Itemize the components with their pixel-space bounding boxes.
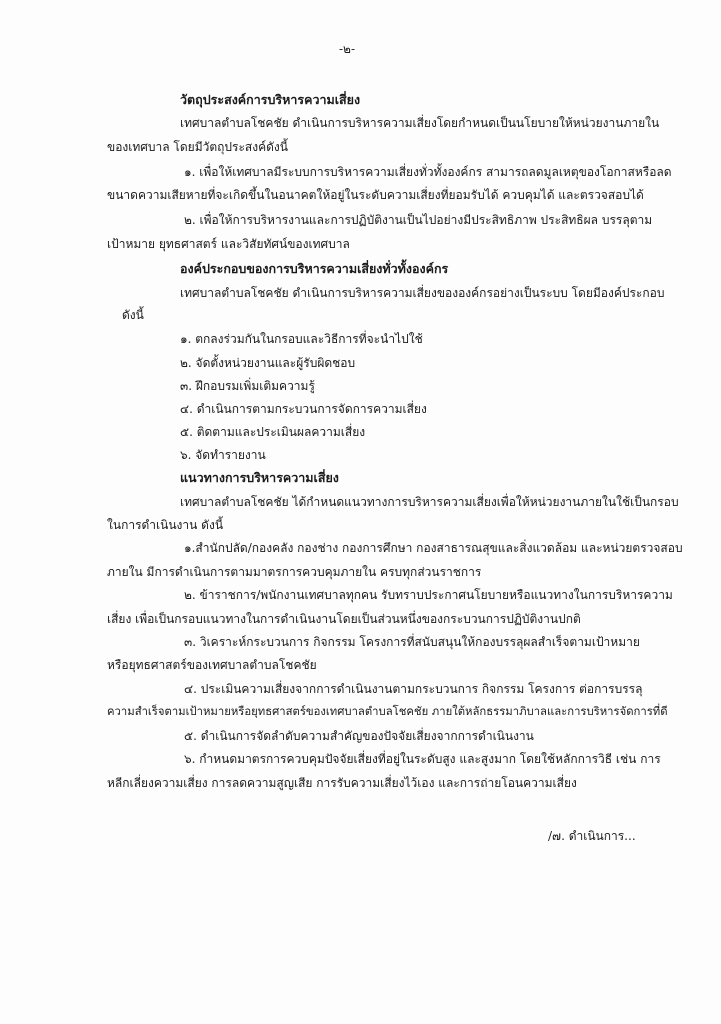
paragraph-line: เทศบาลตำบลโชคชัย ได้กำหนดแนวทางการบริหารความเสี่ยงเพื่อให้หน่วยงานภายในใช้เป็นกรอบ [180, 495, 679, 509]
page-number: -๒- [339, 42, 356, 56]
paragraph-line: เทศบาลตำบลโชคชัย ดำเนินการบริหารความเสี่ยงโดยกำหนดเป็นนโยบายให้หน่วยงานภายใน [180, 116, 660, 130]
list-item-line: เป้าหมาย ยุทธศาสตร์ และวิสัยทัศน์ของเทศบาล [107, 237, 350, 251]
list-item-line: เสี่ยง เพื่อเป็นกรอบแนวทางในการดำเนินงานโดยเป็นส่วนหนึ่งของกระบวนการปฏิบัติงานปกติ [107, 612, 581, 626]
list-item-line: ๒. เพื่อให้การบริหารงานและการปฏิบัติงานเป็นไปอย่างมีประสิทธิภาพ ประสิทธิผล บรรลุตาม [184, 213, 653, 227]
list-item-line: ๒. ข้าราชการ/พนักงานเทศบาลทุกคน รับทราบประกาศนโยบายหรือแนวทางในการบริหารความ [184, 588, 673, 602]
list-item: ๖. จัดทำรายงาน [180, 448, 266, 462]
paragraph-line: ของเทศบาล โดยมีวัตถุประสงค์ดังนี้ [107, 140, 288, 154]
list-item-line: ๑. เพื่อให้เทศบาลมีระบบการบริหารความเสี่ยงทั่วทั้งองค์กร สามารถลดมูลเหตุของโอกาสหรือลด [184, 165, 672, 179]
paragraph-line: ดังนี้ [122, 308, 144, 322]
list-item-line: ๖. กำหนดมาตรการควบคุมปัจจัยเสี่ยงที่อยู่ในระดับสูง และสูงมาก โดยใช้หลักการวิธี เช่น การ [184, 752, 661, 766]
list-item-line: หลีกเลี่ยงความเสี่ยง การลดความสูญเสีย การรับความเสี่ยงไว้เอง และการถ่ายโอนความเสี่ยง [107, 776, 577, 790]
paragraph-line: ในการดำเนินงาน ดังนี้ [107, 518, 224, 532]
section-heading-guidelines: แนวทางการบริหารความเสี่ยง [180, 470, 339, 485]
list-item-line: หรือยุทธศาสตร์ของเทศบาลตำบลโชคชัย [107, 658, 317, 672]
list-item-line: ๓. วิเคราะห์กระบวนการ กิจกรรม โครงการที่สนับสนุนให้กองบรรลุผลสำเร็จตามเป้าหมาย [184, 635, 640, 649]
list-item: ๑. ตกลงร่วมกันในกรอบและวิธีการที่จะนำไปใช้ [180, 332, 423, 346]
paragraph-line: เทศบาลตำบลโชคชัย ดำเนินการบริหารความเสี่ยงขององค์กรอย่างเป็นระบบ โดยมีองค์ประกอบ [180, 286, 665, 300]
list-item-line: ขนาดความเสียหายที่จะเกิดขึ้นในอนาคตให้อยู่ในระดับความเสี่ยงที่ยอมรับได้ ควบคุมได้ และตรวจสอบได้ [107, 188, 644, 202]
list-item-line: ๑.สำนักปลัด/กองคลัง กองช่าง กองการศึกษา กองสาธารณสุขและสิ่งแวดล้อม และหน่วยตรวจสอบ [184, 541, 683, 555]
list-item-line: ภายใน มีการดำเนินการตามมาตรการควบคุมภายใน ครบทุกส่วนราชการ [107, 565, 482, 579]
continuation-note: /๗. ดำเนินการ... [548, 829, 636, 843]
list-item: ๕. ติดตามและประเมินผลความเสี่ยง [180, 425, 366, 439]
list-item: ๔. ดำเนินการตามกระบวนการจัดการความเสี่ยง [180, 402, 427, 416]
list-item-line: ๔. ประเมินความเสี่ยงจากการดำเนินงานตามกระบวนการ กิจกรรม โครงการ ต่อการบรรลุ [184, 682, 643, 696]
list-item: ๓. ฝึกอบรมเพิ่มเติมความรู้ [180, 379, 315, 393]
list-item-line: ความสำเร็จตามเป้าหมายหรือยุทธศาสตร์ของเทศบาลตำบลโชคชัย ภายใต้หลักธรรมาภิบาลและการบริหารจัดการที่ดี [107, 705, 668, 718]
list-item: ๒. จัดตั้งหน่วยงานและผู้รับผิดชอบ [180, 356, 356, 370]
section-heading-objectives: วัตถุประสงค์การบริหารความเสี่ยง [180, 92, 361, 107]
list-item-line: ๕. ดำเนินการจัดลำดับความสำคัญของปัจจัยเสี่ยงจากการดำเนินงาน [184, 729, 534, 743]
section-heading-components: องค์ประกอบของการบริหารความเสี่ยงทั่วทั้งองค์กร [180, 261, 449, 276]
